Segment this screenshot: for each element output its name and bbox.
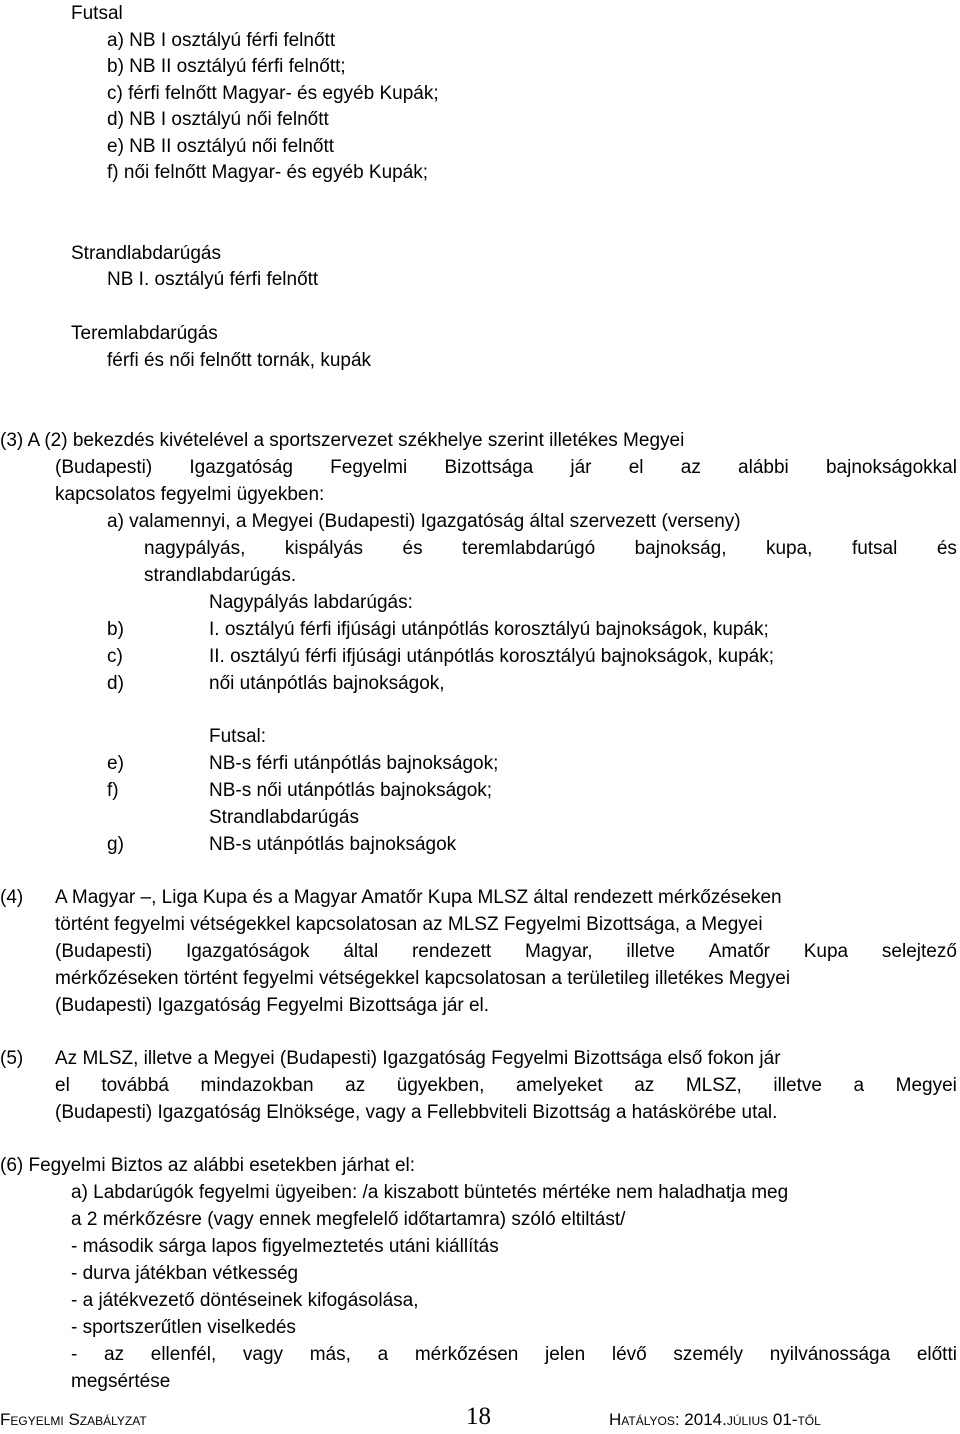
- list-item: a) NB I osztályú férfi felnőtt: [107, 30, 336, 51]
- text-word: Fegyelmi: [330, 457, 408, 478]
- dash-list-item: - az ellenfél, vagy más, a mérkőzésen jelen lévő személy nyilvánossága előtti: [71, 1344, 957, 1365]
- paragraph-4-line: A Magyar –, Liga Kupa és a Magyar Amatőr Kupa MLSZ által rendezett mérkőzéseken: [55, 887, 782, 908]
- paragraph-5-line: Az MLSZ, illetve a Megyei (Budapesti) Igazgatóság Fegyelmi Bizottsága első fokon jár: [55, 1048, 781, 1069]
- item-text-g: NB-s utánpótlás bajnokságok: [209, 834, 457, 855]
- item-label-f: f): [107, 780, 119, 801]
- text-word: jár: [570, 457, 592, 478]
- item-text-c: II. osztályú férfi ifjúsági utánpótlás korosztályú bajnokságok, kupák;: [209, 646, 775, 667]
- item-label-d: d): [107, 673, 124, 694]
- paragraph-5-line: el továbbá mindazokban az ügyekben, amelyeket az MLSZ, illetve a Megyei: [55, 1075, 957, 1096]
- paragraph-6-item-a-line: a 2 mérkőzésre (vagy ennek megfelelő időtartamra) szóló eltiltást/: [71, 1209, 626, 1230]
- item-text-d: női utánpótlás bajnokságok,: [209, 673, 445, 694]
- text-word: Igazgatóság: [189, 457, 293, 478]
- paragraph-3-line: kapcsolatos fegyelmi ügyekben:: [55, 484, 325, 505]
- text-word: Bizottsága: [444, 457, 534, 478]
- paragraph-5-number: (5): [0, 1048, 24, 1069]
- dash-list-item: - a játékvezető döntéseinek kifogásolása,: [71, 1290, 419, 1311]
- footer-title: Fegyelmi Szabályzat: [0, 1410, 147, 1429]
- subheading-strand: Strandlabdarúgás: [209, 807, 359, 828]
- paragraph-4-number: (4): [0, 887, 24, 908]
- list-item: f) női felnőtt Magyar- és egyéb Kupák;: [107, 162, 429, 183]
- dash-list-item: - durva játékban vétkesség: [71, 1263, 299, 1284]
- list-item: b) NB II osztályú férfi felnőtt;: [107, 56, 346, 77]
- list-item: NB I. osztályú férfi felnőtt: [107, 269, 319, 290]
- dash-list-item-line: megsértése: [71, 1371, 171, 1392]
- page-number: 18: [466, 1403, 491, 1430]
- section-title-strand: Strandlabdarúgás: [71, 243, 221, 264]
- item-label-c: c): [107, 646, 123, 667]
- item-label-g: g): [107, 834, 124, 855]
- item-label-e: e): [107, 753, 124, 774]
- item-label-b: b): [107, 619, 124, 640]
- item-text-b: I. osztályú férfi ifjúsági utánpótlás korosztályú bajnokságok, kupák;: [209, 619, 769, 640]
- paragraph-3-item-a-line: strandlabdarúgás.: [144, 565, 297, 586]
- text-word: (Budapesti): [55, 457, 153, 478]
- dash-list-item: - sportszerűtlen viselkedés: [71, 1317, 296, 1338]
- list-item: d) NB I osztályú női felnőtt: [107, 109, 329, 130]
- paragraph-4-line: (Budapesti) Igazgatóságok által rendezett Magyar, illetve Amatőr Kupa selejtező: [55, 941, 957, 962]
- text-word: alábbi: [738, 457, 789, 478]
- paragraph-3-line: [55, 454, 957, 481]
- text-word: az: [680, 457, 701, 478]
- paragraph-4-line: (Budapesti) Igazgatóság Fegyelmi Bizottsága jár el.: [55, 995, 490, 1016]
- paragraph-3-line: (3) A (2) bekezdés kivételével a sportszervezet székhelye szerint illetékes Megyei: [0, 430, 685, 451]
- subheading-nagypalyas: Nagypályás labdarúgás:: [209, 592, 413, 613]
- paragraph-4-line: mérkőzéseken történt fegyelmi vétségekkel kapcsolatosan a területileg illetékes Megyei: [55, 968, 791, 989]
- section-title-futsal: Futsal: [71, 3, 123, 24]
- footer-effective-date: Hatályos: 2014.július 01-től: [609, 1410, 821, 1429]
- text-word: bajnokságokkal: [825, 457, 957, 478]
- dash-list-item: - második sárga lapos figyelmeztetés utáni kiállítás: [71, 1236, 499, 1257]
- paragraph-4-line: történt fegyelmi vétségekkel kapcsolatosan az MLSZ Fegyelmi Bizottsága, a Megyei: [55, 914, 763, 935]
- paragraph-3-item-a: a) valamennyi, a Megyei (Budapesti) Igazgatóság által szervezett (verseny): [107, 511, 741, 532]
- paragraph-6-item-a: a) Labdarúgók fegyelmi ügyeiben: /a kiszabott büntetés mértéke nem haladhatja meg: [71, 1182, 789, 1203]
- paragraph-3-item-a-line: nagypályás, kispályás és teremlabdarúgó bajnokság, kupa, futsal és: [144, 538, 957, 559]
- paragraph-6-line: (6) Fegyelmi Biztos az alábbi esetekben járhat el:: [0, 1155, 416, 1176]
- item-text-e: NB-s férfi utánpótlás bajnokságok;: [209, 753, 499, 774]
- subheading-futsal: Futsal:: [209, 726, 267, 747]
- section-title-terem: Teremlabdarúgás: [71, 323, 218, 344]
- list-item: férfi és női felnőtt tornák, kupák: [107, 350, 372, 371]
- list-item: c) férfi felnőtt Magyar- és egyéb Kupák;: [107, 83, 439, 104]
- item-text-f: NB-s női utánpótlás bajnokságok;: [209, 780, 493, 801]
- paragraph-5-line: (Budapesti) Igazgatóság Elnöksége, vagy a Fellebbviteli Bizottság a hatáskörébe utal.: [55, 1102, 778, 1123]
- list-item: e) NB II osztályú női felnőtt: [107, 136, 335, 157]
- text-word: el: [628, 457, 644, 478]
